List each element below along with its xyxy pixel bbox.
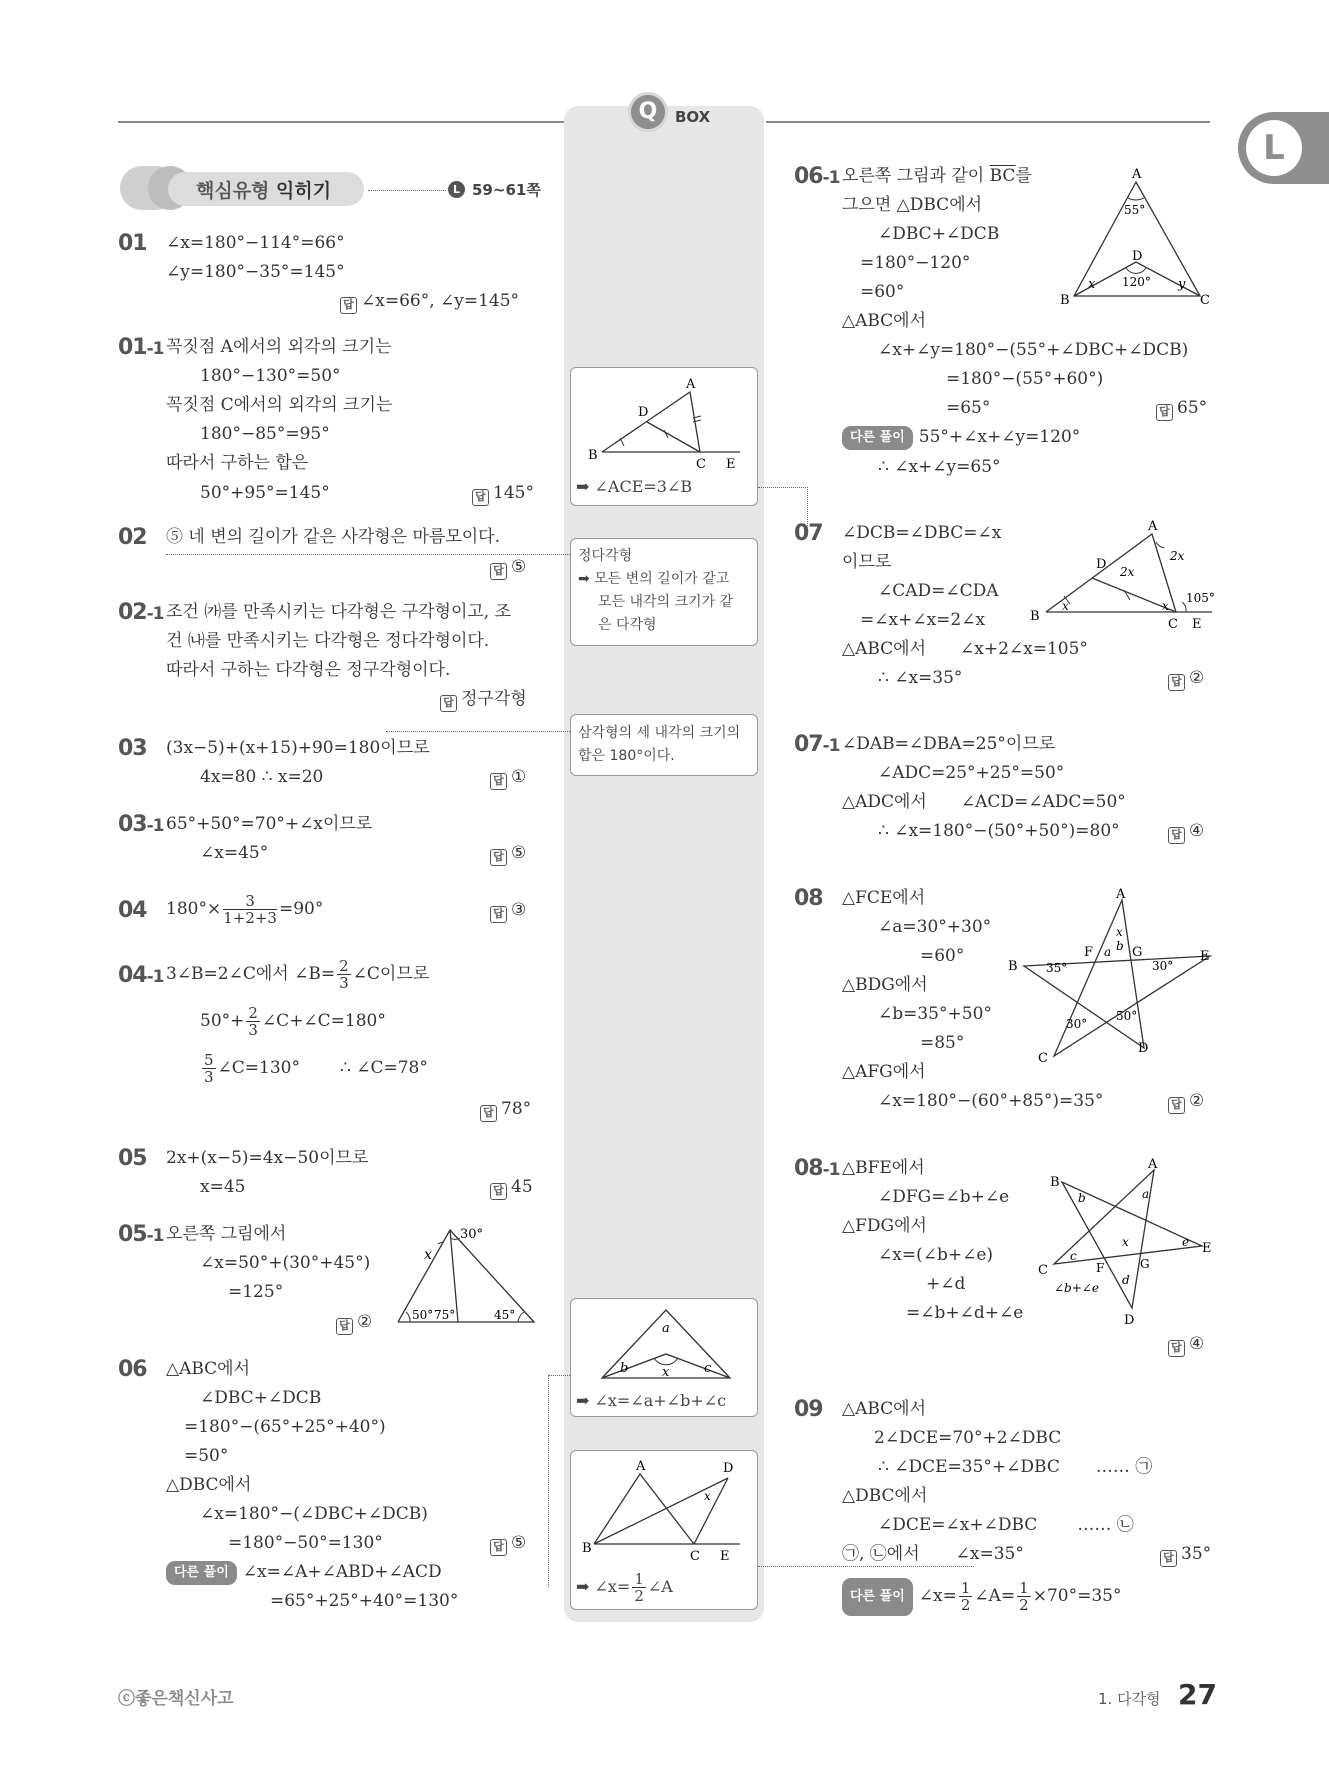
point-label: B xyxy=(1030,609,1040,624)
problem-number: 06-1 xyxy=(794,164,840,189)
figure-06-1 xyxy=(1056,164,1216,308)
angle-label: x xyxy=(1122,1235,1129,1249)
point-label: E xyxy=(1192,617,1202,630)
qbox-caption: ➡ ∠ACE=3∠B xyxy=(576,477,693,496)
solution-line: ∴ ∠x=35° xyxy=(878,668,963,688)
point-label: D xyxy=(723,1461,734,1476)
point-label: A xyxy=(1116,887,1126,902)
problem-number: 05 xyxy=(118,1146,147,1171)
solution-line: 180°−130°=50° xyxy=(200,366,341,386)
solution-line: =180°−50°=130° xyxy=(228,1533,383,1553)
point-label: E xyxy=(720,1549,730,1560)
answer: 답 45 xyxy=(490,1176,533,1200)
solution-line: △ABC에서 ∠x+2∠x=105° xyxy=(842,639,1088,659)
ref-icon: L xyxy=(448,181,465,198)
solution-line: ∴ ∠x=180°−(50°+50°)=80° xyxy=(878,821,1120,841)
angle-label: 50° xyxy=(1116,1009,1138,1023)
section-title: 핵심유형 익히기 xyxy=(196,180,332,202)
solution-line: △DBC에서 xyxy=(842,1486,928,1506)
angle-label: 30° xyxy=(460,1227,484,1242)
angle-label: 105° xyxy=(1186,591,1215,605)
solution-line: ∠DBC+∠DCB xyxy=(200,1388,322,1408)
solution-line: ∠x=180°−(∠DBC+∠DCB) xyxy=(200,1504,428,1524)
solution-line: 이므로 xyxy=(842,552,892,572)
solution-line: 건 ㈏를 만족시키는 다각형은 정다각형이다. xyxy=(166,631,490,651)
solution-line: △ADC에서 ∠ACD=∠ADC=50° xyxy=(842,792,1126,812)
qbox-icon: Q xyxy=(628,92,668,132)
top-rule-left xyxy=(118,121,566,123)
solution-line: ∠x=(∠b+∠e) xyxy=(878,1245,994,1265)
point-label: G xyxy=(1140,1257,1150,1271)
solution-line: 180°−85°=95° xyxy=(200,424,330,444)
point-label: E xyxy=(1202,1241,1212,1256)
angle-label: 35° xyxy=(1046,961,1068,975)
solution-line: =180°−(65°+25°+40°) xyxy=(184,1417,386,1437)
problem-number: 01-1 xyxy=(118,335,164,360)
answer: 답 ∠x=66°, ∠y=145° xyxy=(340,290,519,314)
alt-solution: 다른 풀이 ∠x=∠A+∠ABD+∠ACD xyxy=(166,1561,442,1585)
solution-line: ∠x=50°+(30°+45°) xyxy=(200,1253,371,1273)
solution-line: 4x=80 ∴ x=20 xyxy=(200,767,324,787)
leader-line xyxy=(758,1566,974,1567)
top-rule-right xyxy=(766,121,1210,123)
solution-line: ∠DAB=∠DBA=25°이므로 xyxy=(842,734,1056,754)
figure-05-1 xyxy=(394,1224,540,1330)
qbox-text: 삼각형의 세 내각의 크기의 xyxy=(578,725,741,741)
solution-line: △DBC에서 xyxy=(166,1475,252,1495)
solution-line: ∴ ∠x+∠y=65° xyxy=(878,457,1001,477)
solution-line: ∴ ∠DCE=35°+∠DBC …… ㉠ xyxy=(878,1457,1153,1477)
problem-number: 02-1 xyxy=(118,600,164,625)
angle-label: c xyxy=(704,1361,712,1376)
angle-label: b xyxy=(1116,939,1124,953)
angle-label: d xyxy=(1122,1273,1130,1287)
solution-line: +∠d xyxy=(926,1274,966,1294)
solution-line: △ABC에서 xyxy=(842,311,927,331)
solution-line: ∠x=180°−114°=66° xyxy=(166,233,345,253)
angle-label: y xyxy=(1178,277,1186,292)
alt-solution: 다른 풀이 55°+∠x+∠y=120° xyxy=(842,426,1080,450)
solution-line: 꼭짓점 C에서의 외각의 크기는 xyxy=(166,395,393,415)
solution-line: 오른쪽 그림과 같이 $\overline{BC}$를 xyxy=(842,166,1032,186)
solution-line: △ABC에서 xyxy=(166,1359,251,1379)
solution-line: 3∠B=2∠C에서 ∠B= $\frac{2}{3}$ ∠C이므로 xyxy=(166,957,430,992)
point-label: C xyxy=(1038,1263,1048,1278)
angle-label: 30° xyxy=(1066,1017,1088,1031)
figure-qbox-5 xyxy=(580,1456,750,1560)
point-label: D xyxy=(1138,1041,1149,1056)
solution-line: 오른쪽 그림에서 xyxy=(166,1224,287,1244)
problem-number: 07-1 xyxy=(794,732,840,757)
point-label: C xyxy=(1168,617,1178,630)
point-label: F xyxy=(1084,945,1094,960)
problem-number: 04 xyxy=(118,898,147,923)
figure-qbox-4 xyxy=(596,1304,736,1384)
solution-line: =65° xyxy=(946,398,991,418)
point-label: D xyxy=(1132,249,1143,264)
answer: 답 65° xyxy=(1156,397,1207,421)
solution-line: ∠CAD=∠CDA xyxy=(878,581,999,601)
solution-line: 따라서 구하는 다각형은 정구각형이다. xyxy=(166,660,451,680)
problem-number: 05-1 xyxy=(118,1222,164,1247)
answer: 답 ⑤ xyxy=(490,842,526,866)
qbox-text: 합은 180°이다. xyxy=(578,748,675,764)
problem-number: 01 xyxy=(118,231,147,256)
qbox-text: 정다각형 xyxy=(578,548,633,564)
point-label: A xyxy=(636,1459,646,1474)
solution-line: ∠x+∠y=180°−(55°+∠DBC+∠DCB) xyxy=(878,340,1189,360)
qbox-text: ➡ 모든 변의 길이가 같고 xyxy=(578,571,730,587)
angle-label: x xyxy=(1088,277,1096,292)
figure-08-1 xyxy=(1034,1156,1220,1326)
leader-line xyxy=(386,731,570,732)
angle-label: ∠b+∠e xyxy=(1054,1281,1099,1295)
solution-line: ∠b=35°+50° xyxy=(878,1004,992,1024)
problem-number: 02 xyxy=(118,525,147,550)
angle-label: x xyxy=(424,1247,432,1263)
solution-line: =∠x+∠x=2∠x xyxy=(860,610,986,630)
angle-label: b xyxy=(1078,1191,1086,1205)
solution-line: x=45 xyxy=(200,1177,246,1197)
point-label: D xyxy=(1096,557,1107,572)
qbox-text: 모든 내각의 크기가 같 xyxy=(598,594,734,610)
answer: 답 ⑤ xyxy=(490,1532,526,1556)
angle-label: x xyxy=(662,1365,670,1380)
solution-line: ∠x=45° xyxy=(200,843,269,863)
solution-line: ∠DCE=∠x+∠DBC …… ㉡ xyxy=(878,1515,1134,1535)
angle-label: x xyxy=(1062,599,1069,613)
solution-line: 2∠DCE=70°+2∠DBC xyxy=(874,1428,1062,1448)
solution-line: ∠a=30°+30° xyxy=(878,917,992,937)
angle-label: c xyxy=(1070,1249,1077,1263)
point-label: C xyxy=(690,1549,700,1560)
solution-line: ∠y=180°−35°=145° xyxy=(166,262,345,282)
problem-number: 06 xyxy=(118,1357,147,1382)
answer: 답 ② xyxy=(1168,667,1204,691)
solution-line: ∠DCB=∠DBC=∠x xyxy=(842,523,1002,543)
answer: 답 정구각형 xyxy=(440,688,527,712)
point-label: C xyxy=(1200,293,1210,308)
leader-line xyxy=(758,487,808,488)
solution-line: 따라서 구하는 합은 xyxy=(166,453,309,473)
problem-number: 03 xyxy=(118,736,147,761)
solution-line: △BFE에서 xyxy=(842,1158,925,1178)
solution-line: =60° xyxy=(860,282,905,302)
ref-pages: 59~61쪽 xyxy=(472,181,541,199)
solution-line: ⑤ 네 변의 길이가 같은 사각형은 마름모이다. xyxy=(166,527,501,547)
solution-line: △AFG에서 xyxy=(842,1062,926,1082)
angle-label: 2x xyxy=(1120,565,1135,579)
point-label: D xyxy=(638,405,649,420)
solution-line: =180°−120° xyxy=(860,253,971,273)
solution-line: ∠ADC=25°+25°=50° xyxy=(878,763,1065,783)
figure-08 xyxy=(1004,886,1220,1066)
solution-line: 그으면 △DBC에서 xyxy=(842,195,983,215)
problem-number: 08 xyxy=(794,886,823,911)
angle-label: a xyxy=(662,1321,670,1336)
angle-label: b xyxy=(620,1361,629,1376)
answer: 답 78° xyxy=(480,1098,531,1122)
angle-label: a xyxy=(1142,1187,1150,1201)
solution-line: =125° xyxy=(228,1282,284,1302)
alt-solution: 다른 풀이 ∠x= $\frac{1}{2}$ ∠A= $\frac{1}{2}$ ×70°=35° xyxy=(842,1578,1121,1616)
answer: 답 35° xyxy=(1160,1543,1211,1567)
angle-label: 55° xyxy=(1124,203,1146,217)
point-label: E xyxy=(1200,949,1210,964)
figure-07 xyxy=(1026,520,1222,630)
angle-label: x xyxy=(1162,599,1169,613)
qbox-caption: ➡ ∠x=∠a+∠b+∠c xyxy=(576,1391,727,1410)
chapter-tab-icon: L xyxy=(1246,120,1302,176)
point-label: C xyxy=(1038,1051,1048,1066)
solution-line: ∠DBC+∠DCB xyxy=(878,224,1000,244)
solution-line: 꼭짓점 A에서의 외각의 크기는 xyxy=(166,337,392,357)
footer-brand: ⓒ좋은책신사고 xyxy=(118,1689,234,1709)
answer: 답 145° xyxy=(472,482,534,506)
answer: 답 ③ xyxy=(490,899,526,923)
problem-number: 04-1 xyxy=(118,963,164,988)
solution-line: =180°−(55°+60°) xyxy=(946,369,1104,389)
solution-line: △ABC에서 xyxy=(842,1399,927,1419)
point-label: A xyxy=(686,377,696,392)
problem-number: 03-1 xyxy=(118,812,164,837)
angle-label: e xyxy=(1182,1235,1190,1249)
point-label: E xyxy=(726,457,736,472)
solution-line: 50°+ $\frac{2}{3}$ ∠C+∠C=180° xyxy=(200,1004,386,1039)
solution-line: 조건 ㈎를 만족시키는 다각형은 구각형이고, 조 xyxy=(166,602,512,622)
point-label: B xyxy=(1050,1175,1060,1190)
angle-label: 120° xyxy=(1122,275,1151,289)
angle-label: 75° xyxy=(434,1308,456,1322)
solution-line: 65°+50°=70°+∠x이므로 xyxy=(166,814,373,834)
problem-number: 07 xyxy=(794,521,823,546)
solution-line: =60° xyxy=(920,946,965,966)
solution-line: △FCE에서 xyxy=(842,888,926,908)
angle-label: x xyxy=(704,1489,711,1503)
angle-label: 2x xyxy=(1170,549,1185,563)
problem-number: 08-1 xyxy=(794,1156,840,1181)
solution-line: =∠b+∠d+∠e xyxy=(906,1303,1024,1323)
angle-label: 30° xyxy=(1152,959,1174,973)
solution-line: ∠x=180°−(60°+85°)=35° xyxy=(878,1091,1104,1111)
point-label: B xyxy=(1060,293,1070,308)
solution-line: $\frac{5}{3}$ ∠C=130° ∴ ∠C=78° xyxy=(204,1051,428,1086)
figure-qbox-1 xyxy=(580,374,750,474)
point-label: A xyxy=(1148,1157,1158,1172)
solution-line: 180°× $\frac{3}{1+2+3}$ =90° xyxy=(166,892,324,927)
solution-line: =85° xyxy=(920,1033,965,1053)
point-label: A xyxy=(1132,167,1142,182)
footer-chapter: 1. 다각형 xyxy=(1098,1690,1161,1708)
angle-label: a xyxy=(1104,945,1112,959)
angle-label: 45° xyxy=(494,1308,516,1322)
answer: 답 ④ xyxy=(1168,820,1204,844)
section-dots xyxy=(368,190,446,191)
solution-line: 50°+95°=145° xyxy=(200,483,330,503)
angle-label: x xyxy=(1116,925,1123,939)
solution-line: △BDG에서 xyxy=(842,975,928,995)
solution-line: 2x+(x−5)=4x−50이므로 xyxy=(166,1148,369,1168)
point-label: B xyxy=(588,448,598,463)
solution-line: ㉠, ㉡에서 ∠x=35° xyxy=(842,1544,1024,1564)
leader-line xyxy=(548,1375,549,1587)
point-label: B xyxy=(582,1541,592,1556)
leader-line xyxy=(548,1375,570,1376)
answer: 답 ④ xyxy=(1168,1333,1204,1357)
solution-line: =50° xyxy=(184,1446,229,1466)
leader-line xyxy=(166,554,570,555)
point-label: B xyxy=(1008,959,1018,974)
solution-line: (3x−5)+(x+15)+90=180이므로 xyxy=(166,738,430,758)
point-label: D xyxy=(1124,1313,1135,1326)
problem-number: 09 xyxy=(794,1397,823,1422)
solution-line: =65°+25°+40°=130° xyxy=(270,1591,459,1611)
answer: 답 ② xyxy=(336,1311,372,1335)
solution-line: △FDG에서 xyxy=(842,1216,927,1236)
qbox-label: BOX xyxy=(675,108,711,126)
solution-line: ∠DFG=∠b+∠e xyxy=(878,1187,1010,1207)
answer: 답 ⑤ xyxy=(490,556,526,580)
point-label: A xyxy=(1148,520,1158,534)
answer: 답 ② xyxy=(1168,1090,1204,1114)
point-label: F xyxy=(1096,1261,1105,1275)
answer: 답 ① xyxy=(490,766,526,790)
point-label: G xyxy=(1132,945,1143,960)
page-number: 27 xyxy=(1178,1678,1217,1711)
angle-label: 50° xyxy=(412,1308,434,1322)
qbox-caption: ➡ ∠x= $\frac{1}{2}$ ∠A xyxy=(576,1570,673,1605)
point-label: C xyxy=(696,457,706,472)
qbox-text: 은 다각형 xyxy=(598,617,657,633)
